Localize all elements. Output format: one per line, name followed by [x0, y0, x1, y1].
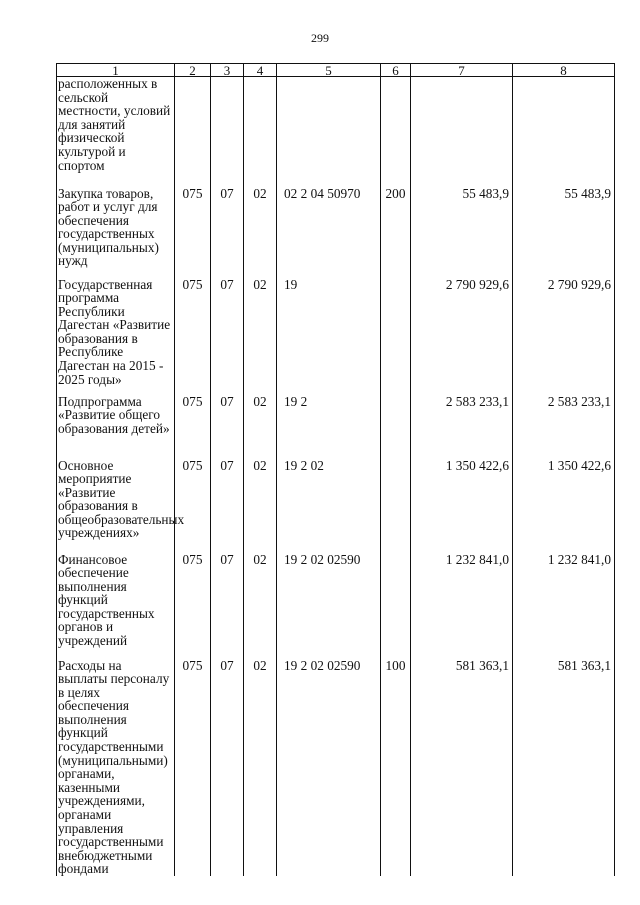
- row-pr: 02: [244, 655, 277, 877]
- row-pr: 02: [244, 455, 277, 549]
- row-name: Финансовое обеспечение выполнения функций государственных органов и учреждений: [57, 549, 175, 655]
- row-rz: 07: [211, 655, 244, 877]
- row-pr: 02: [244, 391, 277, 455]
- row-name: расположенных в сельской местности, условий для занятий физической культурой и спортом: [57, 77, 175, 183]
- row-sum-col8: 1 350 422,6: [513, 455, 615, 549]
- row-csr: 19 2 02 02590: [277, 655, 381, 877]
- header-col-8: 8: [513, 64, 615, 77]
- row-csr: 02 2 04 50970: [277, 183, 381, 274]
- header-col-3: 3: [211, 64, 244, 77]
- row-name: Государственная программа Республики Дагестан «Развитие образования в Республике Дагестан на 2015 - 2025 годы»: [57, 274, 175, 391]
- table-row: [57, 655, 615, 877]
- row-sum-col8: 2 583 233,1: [513, 391, 615, 455]
- table-body: [57, 77, 615, 877]
- page-number: 299: [311, 31, 329, 45]
- row-grbs: 075: [175, 655, 211, 877]
- row-grbs: [175, 77, 211, 183]
- header-col-6: 6: [381, 64, 411, 77]
- header-row: [57, 64, 615, 77]
- table-row: [57, 391, 615, 455]
- row-sum-col8: 581 363,1: [513, 655, 615, 877]
- header-col-2: 2: [175, 64, 211, 77]
- row-sum-col7: 55 483,9: [411, 183, 513, 274]
- row-name: Подпрограмма «Развитие общего образования детей»: [57, 391, 175, 455]
- row-rz: 07: [211, 549, 244, 655]
- table-row: [57, 549, 615, 655]
- header-col-1: 1: [57, 64, 175, 77]
- row-grbs: 075: [175, 549, 211, 655]
- header-col-4: 4: [244, 64, 277, 77]
- row-sum-col7: 2 790 929,6: [411, 274, 513, 391]
- row-csr: 19: [277, 274, 381, 391]
- row-sum-col8: 2 790 929,6: [513, 274, 615, 391]
- row-sum-col7: 581 363,1: [411, 655, 513, 877]
- row-sum-col8: [513, 77, 615, 183]
- row-rz: [211, 77, 244, 183]
- row-sum-col7: 1 232 841,0: [411, 549, 513, 655]
- table-row: [57, 455, 615, 549]
- table-row: [57, 77, 615, 183]
- row-sum-col8: 1 232 841,0: [513, 549, 615, 655]
- row-vr: [381, 77, 411, 183]
- header-col-5: 5: [277, 64, 381, 77]
- row-vr: [381, 455, 411, 549]
- row-pr: 02: [244, 549, 277, 655]
- row-grbs: 075: [175, 274, 211, 391]
- row-rz: 07: [211, 183, 244, 274]
- row-sum-col7: [411, 77, 513, 183]
- row-csr: 19 2 02: [277, 455, 381, 549]
- table-header: [57, 64, 615, 77]
- row-pr: 02: [244, 274, 277, 391]
- row-pr: [244, 77, 277, 183]
- row-grbs: 075: [175, 391, 211, 455]
- row-rz: 07: [211, 391, 244, 455]
- row-csr: [277, 77, 381, 183]
- row-sum-col7: 1 350 422,6: [411, 455, 513, 549]
- row-csr: 19 2 02 02590: [277, 549, 381, 655]
- row-vr: [381, 274, 411, 391]
- row-grbs: 075: [175, 183, 211, 274]
- row-name: Закупка товаров, работ и услуг для обеспечения государственных (муниципальных) нужд: [57, 183, 175, 274]
- row-name: Расходы на выплаты персоналу в целях обеспечения выполнения функций государственными (муниципальными) органами, казенными учреждениями, органами управления государственными внебюджетными фондами: [57, 655, 175, 877]
- row-rz: 07: [211, 455, 244, 549]
- row-csr: 19 2: [277, 391, 381, 455]
- budget-table: [56, 63, 615, 876]
- row-vr: [381, 391, 411, 455]
- table-row: [57, 183, 615, 274]
- row-vr: 200: [381, 183, 411, 274]
- table-row: [57, 274, 615, 391]
- row-sum-col8: 55 483,9: [513, 183, 615, 274]
- row-grbs: 075: [175, 455, 211, 549]
- header-col-7: 7: [411, 64, 513, 77]
- row-name: Основное мероприятие «Развитие образования в общеобразовательных учреждениях»: [57, 455, 175, 549]
- row-vr: [381, 549, 411, 655]
- row-sum-col7: 2 583 233,1: [411, 391, 513, 455]
- row-rz: 07: [211, 274, 244, 391]
- row-vr: 100: [381, 655, 411, 877]
- row-pr: 02: [244, 183, 277, 274]
